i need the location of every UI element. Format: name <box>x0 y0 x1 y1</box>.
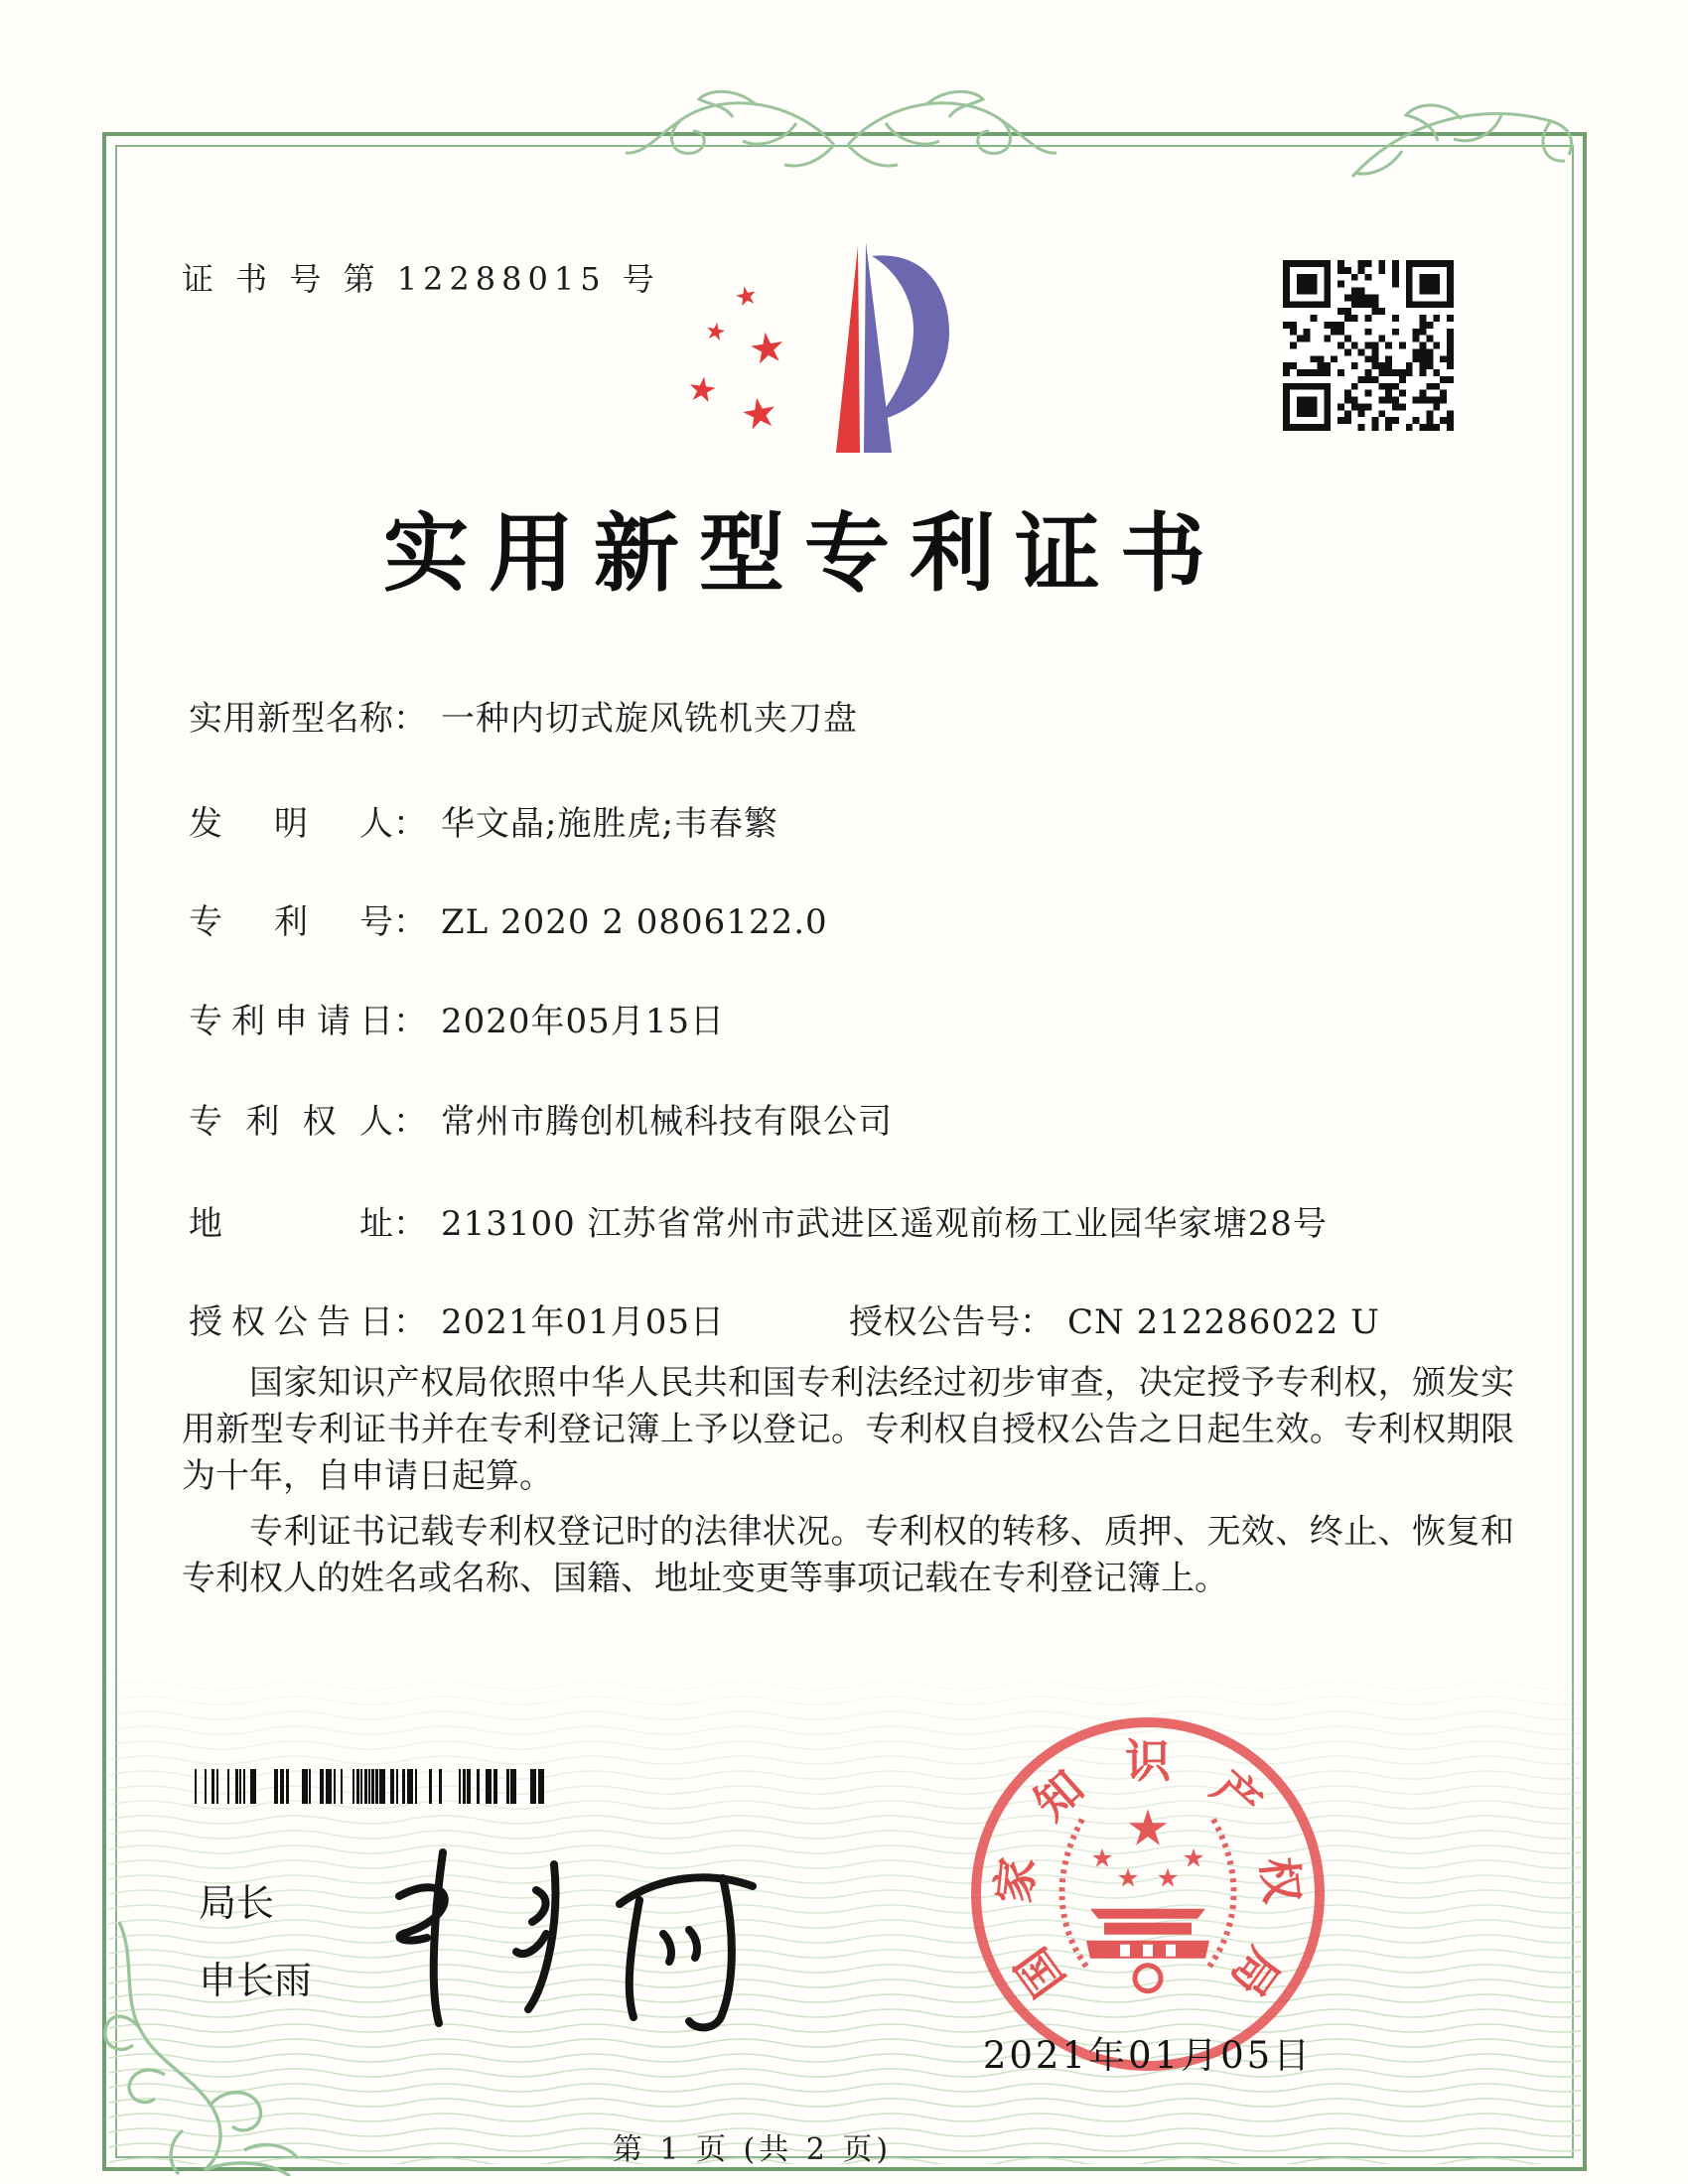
director-name-label: 申长雨 <box>199 1959 313 2002</box>
field-row-grant <box>189 1295 1380 1343</box>
logo-p-mark <box>778 236 951 453</box>
national-emblem-icon <box>1049 1784 1247 1996</box>
seal-character: 权 <box>1251 1854 1310 1906</box>
grant-date-value: 2021年01月05日 <box>441 1302 726 1342</box>
field-row-name <box>189 691 858 740</box>
field-value: 常州市腾创机械科技有限公司 <box>441 1102 893 1142</box>
field-row-filing-date <box>189 994 725 1042</box>
official-seal <box>965 1711 1331 2077</box>
certificate-title: 实用新型专利证书 <box>383 503 1225 604</box>
field-label: 专利号 <box>189 902 393 942</box>
top-center-flourish-ornament <box>608 83 1074 198</box>
seal-character: 识 <box>1125 1734 1171 1788</box>
field-colon: ： <box>1020 1302 1054 1342</box>
field-value: ZL 2020 2 0806122.0 <box>441 902 828 942</box>
field-row-address <box>189 1196 1328 1245</box>
field-label: 地址 <box>189 1204 393 1244</box>
field-colon: ： <box>393 1102 427 1142</box>
field-colon: ： <box>393 1204 427 1244</box>
field-row-inventors <box>189 796 778 845</box>
svg-text:★: ★ <box>1116 1863 1140 1894</box>
certificate-number: 证 书 号 第 12288015 号 <box>182 260 660 298</box>
field-value: 213100 江苏省常州市武进区遥观前杨工业园华家塘28号 <box>441 1204 1328 1244</box>
field-row-patentee <box>189 1094 893 1143</box>
field-label: 专利权人 <box>189 1102 393 1142</box>
field-colon: ： <box>393 804 427 844</box>
director-title-label: 局长 <box>199 1881 275 1925</box>
grant-number-value: CN 212286022 U <box>1067 1302 1380 1342</box>
field-colon: ： <box>393 1002 427 1041</box>
svg-text:★: ★ <box>1156 1863 1180 1894</box>
field-label: 授权公告日 <box>189 1302 393 1342</box>
page-number-footer: 第 1 页 (共 2 页) <box>612 2132 893 2167</box>
field-colon: ： <box>393 1302 427 1342</box>
field-colon: ： <box>393 699 427 739</box>
top-right-flourish-ornament <box>1342 81 1581 230</box>
svg-text:★: ★ <box>1090 1843 1114 1874</box>
field-label: 发明人 <box>189 804 393 844</box>
seal-character: 局 <box>1220 1938 1291 2007</box>
qr-code <box>1283 260 1454 431</box>
field-value: 一种内切式旋风铣机夹刀盘 <box>441 699 858 739</box>
legal-paragraph-2: 专利证书记载专利权登记时的法律状况。专利权的转移、质押、无效、终止、恢复和专利权人的姓名或名称、国籍、地址变更等事项记载在专利登记簿上。 <box>182 1512 1514 1598</box>
field-value: 华文晶;施胜虎;韦春繁 <box>441 804 778 844</box>
field-value: 2020年05月15日 <box>441 1002 726 1041</box>
cnipa-logo-icon: ★ ★ ★ ★ ★ <box>683 236 951 453</box>
field-label: 授权公告号 <box>849 1302 1020 1342</box>
legal-text-block <box>182 1360 1514 1602</box>
field-colon: ： <box>393 902 427 942</box>
svg-text:★: ★ <box>1125 1799 1171 1857</box>
seal-character: 家 <box>986 1854 1045 1906</box>
barcode <box>195 1769 560 1804</box>
svg-text:★: ★ <box>1182 1843 1205 1874</box>
seal-character: 知 <box>1024 1759 1094 1831</box>
field-label: 实用新型名称 <box>189 699 393 739</box>
field-row-patent-number <box>189 894 828 943</box>
field-label: 专利申请日 <box>189 1002 393 1041</box>
legal-paragraph-1: 国家知识产权局依照中华人民共和国专利法经过初步审查，决定授予专利权，颁发实用新型专利证书并在专利登记簿上予以登记。专利权自授权公告之日起生效。专利权期限为十年，自申请日起算。 <box>182 1363 1514 1496</box>
director-signature <box>369 1839 816 2042</box>
seal-date: 2021年01月05日 <box>982 2034 1314 2077</box>
seal-character: 产 <box>1201 1759 1272 1831</box>
seal-character: 国 <box>1005 1938 1075 2007</box>
